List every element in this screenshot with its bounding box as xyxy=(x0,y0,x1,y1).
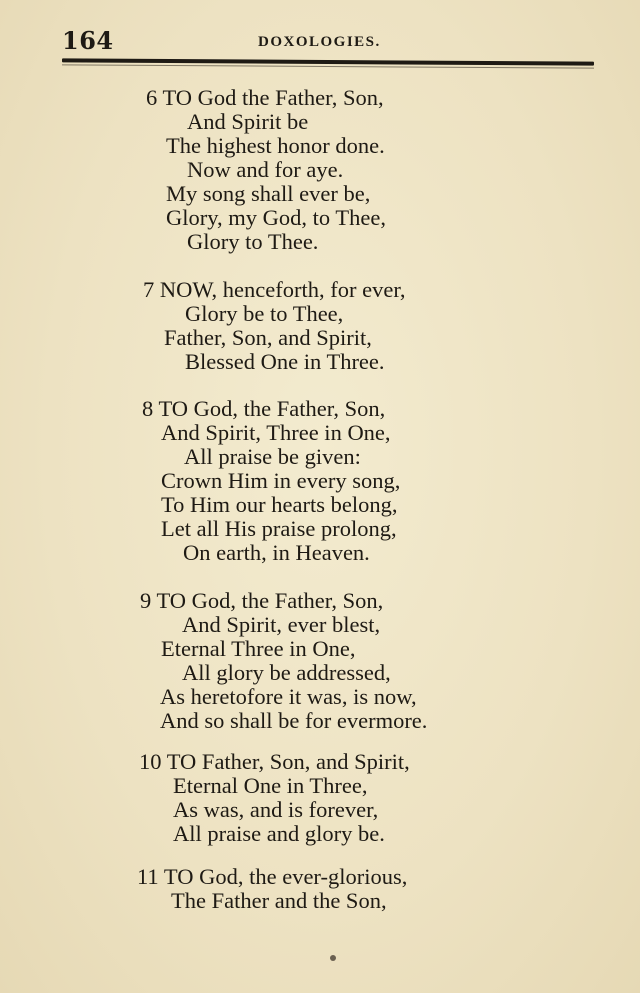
stanza-line: On earth, in Heaven. xyxy=(183,540,370,565)
page-number: 164 xyxy=(62,26,114,55)
stanza-line: Glory, my God, to Thee, xyxy=(166,205,386,230)
stanza-line: And Spirit be xyxy=(187,109,309,134)
stanza-line: Eternal One in Three, xyxy=(173,773,368,798)
stanza-line: All praise be given: xyxy=(184,444,361,469)
stanza-line: 9 TO God, the Father, Son, xyxy=(140,588,384,613)
stanza-line: All glory be addressed, xyxy=(182,660,391,685)
stanza-line: And Spirit, ever blest, xyxy=(182,612,381,637)
stanza-line: 6 TO God the Father, Son, xyxy=(146,85,384,110)
stanza-line: Glory to Thee. xyxy=(187,229,319,254)
running-head: DOXOLOGIES. xyxy=(258,34,381,50)
page-header xyxy=(0,0,640,80)
stanza-line: 11 TO God, the ever-glorious, xyxy=(137,864,408,889)
stanza-line: And Spirit, Three in One, xyxy=(161,420,391,445)
stanza-line: Glory be to Thee, xyxy=(185,301,344,326)
stanza-line: Crown Him in every song, xyxy=(161,468,401,493)
ornament-dot xyxy=(330,955,336,961)
stanza-line: To Him our hearts belong, xyxy=(161,492,398,517)
stanza-line: The highest honor done. xyxy=(166,133,385,158)
stanza-line: The Father and the Son, xyxy=(171,888,387,913)
stanza-line: 8 TO God, the Father, Son, xyxy=(142,396,386,421)
stanza-line: As heretofore it was, is now, xyxy=(160,684,417,709)
stanza-line: Now and for aye. xyxy=(187,157,344,182)
stanza-line: 10 TO Father, Son, and Spirit, xyxy=(139,749,410,774)
stanza-line: And so shall be for evermore. xyxy=(160,708,428,733)
stanza-line: As was, and is forever, xyxy=(173,797,379,822)
stanza-line: Father, Son, and Spirit, xyxy=(164,325,372,350)
stanza-line: Eternal Three in One, xyxy=(161,636,356,661)
stanza-line: Let all His praise prolong, xyxy=(161,516,397,541)
stanza-line: Blessed One in Three. xyxy=(185,349,385,374)
stanza-line: My song shall ever be, xyxy=(166,181,371,206)
stanza-line: All praise and glory be. xyxy=(173,821,385,846)
stanza-line: 7 NOW, henceforth, for ever, xyxy=(143,277,406,302)
